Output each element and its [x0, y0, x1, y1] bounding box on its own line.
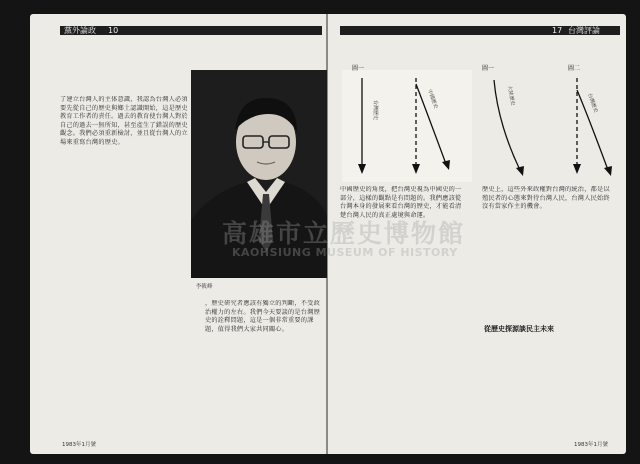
- right-text-column-left: 中國歷史的角度，把台灣史視為中國史的一部分，這樣的觀點是有問題的。我們應該從台灣本身的發展來看台灣的歷史，才能看清楚台灣人民的真正處境與命運。: [340, 186, 462, 219]
- right-text-column-right-upper: 歷史上，這些外來政權對台灣的統治，都是以殖民者的心態來對待台灣人民，台灣人民始終沒有當家作主的機會。: [482, 186, 610, 211]
- history-diagram: [332, 60, 622, 185]
- arrow-label-3: 大陸歷史: [506, 85, 516, 107]
- diagram-curve-2: [494, 80, 520, 170]
- left-header-page: 10: [108, 26, 119, 35]
- arrowhead-5: [573, 164, 581, 174]
- left-header-title: 黨外論政: [64, 26, 96, 35]
- arrow-label-1: 台灣歷史: [372, 100, 378, 121]
- left-folio: 1983年1月號: [62, 442, 96, 448]
- arrowhead-4: [516, 166, 524, 176]
- diagram-label-2-left: 圖一: [482, 65, 495, 72]
- arrow-label-4: 台灣歷史: [586, 92, 599, 114]
- diagram-label-1: 圖一: [352, 65, 365, 72]
- left-text-column: 了建立台灣人的主体意識，我認為台灣人必須要先從自己的歷史與鄉土認識開始，這是歷史教育工作者的責任。過去的教育使台灣人對於自己的過去一無所知，甚至產生了錯誤的歷史觀念。我們必須重新檢討，並且從台灣人的立場來重寫台灣的歷史。: [60, 96, 188, 146]
- watermark-chinese: 高雄市立歷史博物館: [222, 219, 466, 248]
- section-title: 從歷史探源談民主未來: [484, 325, 554, 333]
- right-header-page: 17: [552, 26, 563, 35]
- right-folio: 1983年1月號: [574, 442, 608, 448]
- right-header-title: 台灣評論: [568, 26, 600, 35]
- arrowhead-6: [604, 166, 612, 176]
- left-header-bar: [60, 26, 322, 35]
- arrow-label-2: 中國歷史: [426, 88, 439, 110]
- left-lower-text-column: ，歷史研究者應該有獨立的判斷，不受政治權力的左右。我們今天要談的是台灣歷史的詮釋問題，這是一個非常重要的課題，值得我們大家共同關心。: [205, 300, 320, 333]
- watermark-english: KAOHSIUNG MUSEUM OF HISTORY: [232, 246, 458, 259]
- photo-caption: 李筱峰: [196, 284, 213, 290]
- diagram-label-2-right: 圖二: [568, 65, 581, 72]
